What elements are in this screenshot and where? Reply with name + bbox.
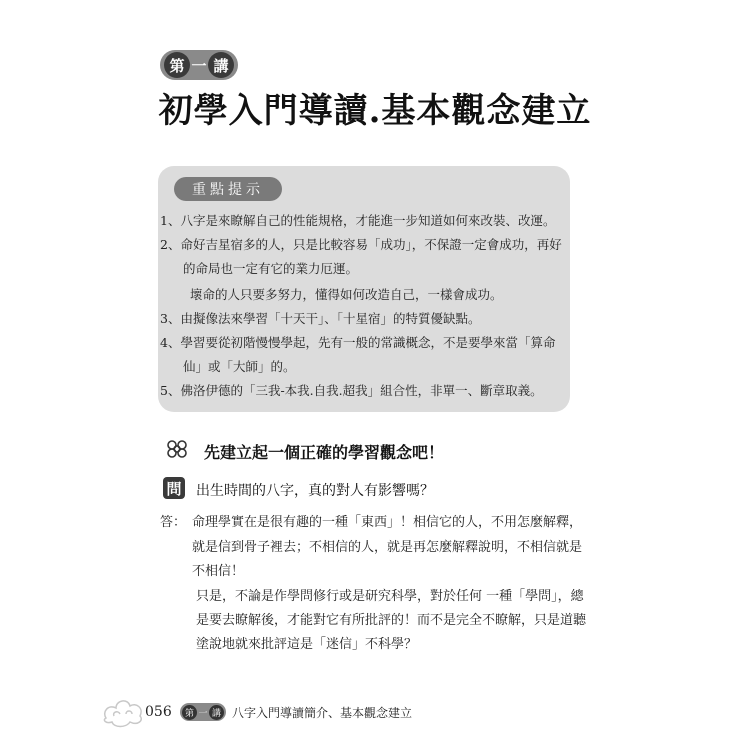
key-point-line: 壞命的人只要多努力，懂得如何改造自己，一樣會成功。 bbox=[190, 287, 503, 302]
key-point-line: 2、命好吉星宿多的人，只是比較容易「成功」，不保證一定會成功，再好 bbox=[160, 237, 562, 252]
knot-icon bbox=[164, 438, 190, 460]
badge-left: 第 bbox=[164, 52, 190, 78]
answer-line: 塗說地就來批評這是「迷信」不科學？ bbox=[196, 637, 418, 652]
key-points-tag: 重點提示 bbox=[174, 177, 282, 201]
page-number: 056 bbox=[145, 704, 172, 720]
lecture-badge bbox=[160, 50, 238, 80]
cloud-ornament-icon bbox=[100, 690, 148, 730]
question-icon: 問 bbox=[163, 477, 185, 499]
key-point-line: 5、佛洛伊德的「三我-本我.自我.超我」組合性，非單一、斷章取義。 bbox=[160, 383, 543, 398]
footer-lecture-badge bbox=[180, 703, 226, 721]
key-point-line: 仙」或「大師」的。 bbox=[183, 359, 296, 374]
key-point-line: 1、八字是來瞭解自己的性能規格，才能進一步知道如何來改裝、改運。 bbox=[160, 213, 556, 228]
answer-line: 就是信到骨子裡去；不相信的人，就是再怎麼解釋說明，不相信就是 bbox=[192, 540, 583, 555]
badge-mid: 一 bbox=[191, 56, 207, 75]
page-title: 初學入門導讀.基本觀念建立 bbox=[158, 91, 592, 131]
footer-chapter-title: 八字入門導讀簡介、基本觀念建立 bbox=[232, 706, 413, 720]
answer-line: 只是，不論是作學問修行或是研究科學，對於任何 一種「學問」，總 bbox=[196, 589, 584, 604]
answer-line: 不相信！ bbox=[192, 564, 245, 579]
footer-badge-right: 講 bbox=[209, 705, 224, 720]
footer-badge-mid: 一 bbox=[198, 708, 208, 719]
answer-line: 是要去瞭解後，才能對它有所批評的！而不是完全不瞭解，只是道聽 bbox=[196, 613, 587, 628]
badge-right: 講 bbox=[208, 52, 234, 78]
answer-label: 答： bbox=[160, 515, 187, 530]
section-heading: 先建立起一個正確的學習觀念吧！ bbox=[204, 443, 445, 462]
answer-line: 命理學實在是很有趣的一種「東西」！相信它的人，不用怎麼解釋， bbox=[192, 515, 583, 530]
footer-badge-left: 第 bbox=[182, 705, 197, 720]
key-point-line: 3、由擬像法來學習「十天干」、「十星宿」的特質優缺點。 bbox=[160, 311, 481, 326]
key-point-line: 的命局也一定有它的業力厄運。 bbox=[183, 261, 359, 276]
question-text: 出生時間的八字，真的對人有影響嗎？ bbox=[196, 483, 434, 499]
key-point-line: 4、學習要從初階慢慢學起，先有一般的常識概念，不是要學來當「算命 bbox=[160, 335, 556, 350]
